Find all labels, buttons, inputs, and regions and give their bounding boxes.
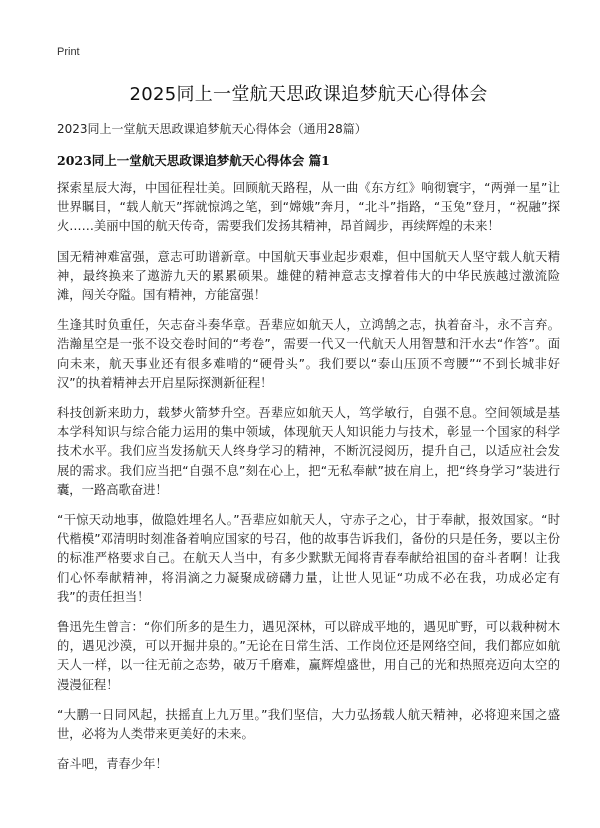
article-body <box>57 179 560 774</box>
paragraph-8: 奋斗吧，青春少年！ <box>57 757 168 772</box>
paragraph-7: “大鹏一日同风起，扶摇直上九万里。”我们坚信，大力弘扬载人航天精神，必将迎来国之盛世，必将为人类带来更美好的未来。 <box>57 707 560 742</box>
section-title: 2023同上一堂航天思政课追梦航天心得体会 篇1 <box>57 153 330 168</box>
document-subtitle: 2023同上一堂航天思政课追梦航天心得体会（通用28篇） <box>57 122 367 136</box>
print-link[interactable]: Print <box>57 46 80 58</box>
paragraph-4: 科技创新来助力，载梦火箭梦升空。吾辈应如航天人，笃学敏行，自强不息。空间领域是基本学科知识与综合能力运用的集中领域，体现航天人知识能力与技术，彰显一个国家的科学技术水平。我们应当发扬航天人终身学习的精神，不断沉浸阅历，提升自己，以适应社会发展的需求。我们应当把“自强不息”刻在心上，把“无私奉献”披在肩上，把“终身学习”装进行囊，一路高歌奋进！ <box>57 406 560 497</box>
paragraph-5: “干惊天动地事，做隐姓埋名人。”吾辈应如航天人，守赤子之心，甘于奉献，报效国家。“时代楷模”邓清明时刻准备着响应国家的号召，他的故事告诉我们，备份的只是任务，要以主份的标准严格要求自己。在航天人当中，有多少默默无闻将青春奉献给祖国的奋斗者啊！让我们心怀奉献精神，将涓滴之力凝聚成磅礴力量，让世人见证“功成不必在我，功成必定有我”的责任担当！ <box>57 513 560 604</box>
paragraph-2: 国无精神难富强，意志可助谱新章。中国航天事业起步艰难，但中国航天人坚守载人航天精神，最终换来了遨游九天的累累硕果。雄健的精神意志支撑着伟大的中华民族越过激流险滩，闯关夺隘。国有精神，方能富强！ <box>57 249 560 303</box>
document-title: 2025同上一堂航天思政课追梦航天心得体会 <box>129 84 488 105</box>
paragraph-1: 探索星辰大海，中国征程壮美。回顾航天路程，从一曲《东方红》响彻寰宇，“两弹一星”让世界瞩目，“载人航天”挥就惊鸿之笔，到“嫦娥”奔月，“北斗”指路，“玉兔”登月，“祝融”探火……美丽中国的航天传奇，需要我们发扬其精神，昂首阔步，再续辉煌的未来！ <box>57 181 560 234</box>
paragraph-6: 鲁迅先生曾言：“你们所多的是生力，遇见深林，可以辟成平地的，遇见旷野，可以栽种树木的，遇见沙漠，可以开掘井泉的。”无论在日常生活、工作岗位还是网络空间，我们都应如航天人一样，以一往无前之态势，破万千磨难，赢辉煌盛世，用自己的光和热照亮迈向太空的漫漫征程！ <box>57 620 560 692</box>
paragraph-3: 生逢其时负重任，矢志奋斗奏华章。吾辈应如航天人，立鸿鹄之志，执着奋斗，永不言弃。浩瀚星空是一张不设交卷时间的“考卷”，需要一代又一代航天人用智慧和汗水去“作答”。面向未来，航天事业还有很多难啃的“硬骨头”。我们要以“泰山压顶不弯腰”“不到长城非好汉”的执着精神去开启星际探测新征程！ <box>57 318 560 390</box>
